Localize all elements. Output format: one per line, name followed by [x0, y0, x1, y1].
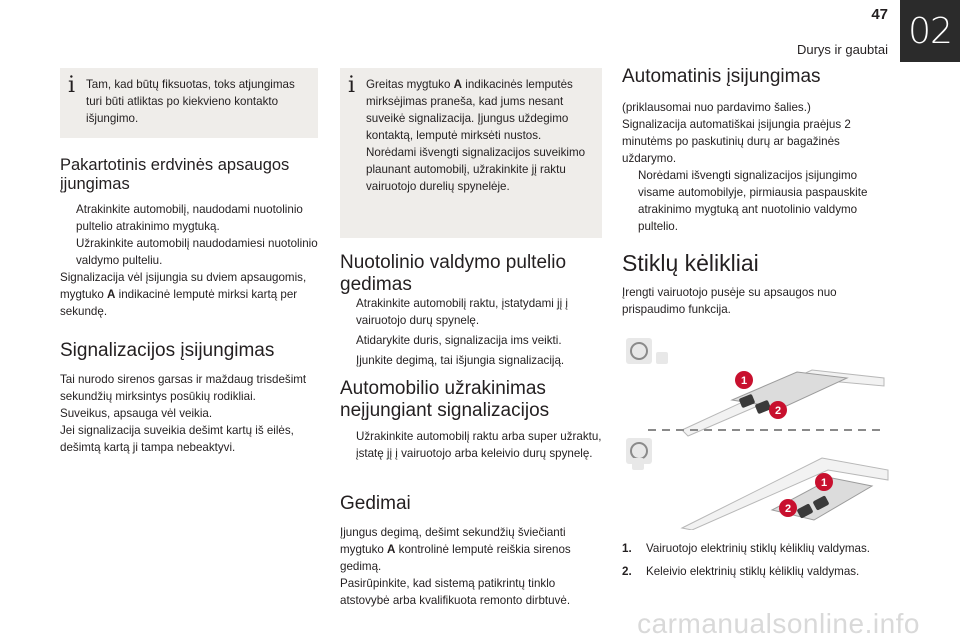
section-title-uzrakinimas: Automobilio užrakinimas neįjungiant signalizacijos: [340, 378, 550, 421]
passenger-door-panel: [626, 438, 888, 530]
chapter-label: Durys ir gaubtai: [796, 42, 888, 57]
numbered-list: [622, 540, 884, 586]
info-icon: i: [68, 73, 76, 98]
section-title-pakartotinis: Pakartotinis erdvinės apsaugos įjungimas: [60, 156, 290, 193]
driver-door-panel: [626, 338, 884, 436]
info-text: Tam, kad būtų fiksuotas, toks atjungimas turi būti atliktas po kiekvieno kontakto išjungimo.: [86, 78, 295, 125]
bullet-item: Atidarykite duris, signalizacija ims veikti.: [356, 334, 562, 347]
callout-1-bottom: [815, 473, 833, 491]
bullet-item: Norėdami išvengti signalizacijos įsijungimo visame automobilyje, pirmiausia paspauskite atrakinimo mygtuką ant nuotolinio valdymo pultelio.: [638, 169, 868, 233]
info-box: [60, 68, 318, 138]
paragraph: Signalizacija automatiškai įsijungia praėjus 2 minutėms po paskutinių durų ar bagažinės uždarymo.: [622, 118, 851, 165]
callout-2-top: [769, 401, 787, 419]
page-number: 47: [871, 6, 888, 23]
svg-text:1: 1: [740, 375, 748, 387]
small-badge: [656, 352, 668, 364]
callout-1-top: [735, 371, 753, 389]
section-title-automatinis: Automatinis įsijungimas: [622, 66, 821, 87]
list-item: 1. Vairuotojo elektrinių stiklų kėliklių valdymas.: [622, 542, 871, 555]
section-title-stiklu-keliklai: Stiklų kėlikliai: [622, 250, 759, 276]
section-body-automatinis: [622, 99, 884, 235]
info-box: [340, 68, 602, 238]
paragraph: Tai nurodo sirenos garsas ir maždaug trisdešimt sekundžių mirksintys posūkių rodikliai.: [60, 373, 307, 403]
section-title-pultelio-gedimas: Nuotolinio valdymo pultelio gedimas: [340, 252, 567, 295]
section-body-uzrakinimas: [340, 428, 602, 462]
paragraph: Įjungus degimą, dešimt sekundžių šviečianti mygtuko A kontrolinė lemputė reiškia sirenos gedimą.: [340, 526, 571, 573]
paragraph: Pasirūpinkite, kad sistemą patikrintų tinklo atstovybė arba kvalifikuota remonto dirbtuvė.: [340, 577, 571, 607]
paragraph: (priklausomai nuo pardavimo šalies.): [622, 101, 811, 114]
bullet-item: Įjunkite degimą, tai išjungia signalizaciją.: [356, 354, 565, 367]
bullet-item: Užrakinkite automobilį naudodamiesi nuotolinio valdymo pulteliu.: [76, 237, 318, 267]
steering-wheel-badge: [626, 338, 652, 364]
bullet-item: Atrakinkite automobilį raktu, įstatydami jį į vairuotojo durų spynelę.: [356, 297, 568, 327]
paragraph: Įrengti vairuotojo pusėje su apsaugos nuo prispaudimo funkcija.: [622, 286, 837, 316]
section-body-stiklu-keliklai: [622, 284, 884, 318]
callout-2-bottom: [779, 499, 797, 517]
watermark-text: carmanualsonline.info: [637, 608, 920, 639]
section-body-gedimai: [340, 524, 602, 609]
svg-text:1: 1: [820, 477, 828, 489]
window-switch-illustration: [622, 330, 892, 530]
chapter-tab: 02: [900, 0, 960, 62]
svg-text:2: 2: [774, 405, 782, 417]
list-item: 2. Keleivio elektrinių stiklų kėliklių valdymas.: [622, 565, 860, 578]
section-title-signalizacijos: Signalizacijos įsijungimas: [60, 340, 275, 361]
info-text: Greitas mygtuko A indikacinės lemputės mirksėjimas praneša, kad jums nesant suveikė signalizacija. Įjungus uždegimo kontaktą, lemputė mirksėti nustos. Norėdami išvengti signalizacijos suveikimo plaunant automobilį, užrakinkite jį raktu vairuotojo durelių spynelėje.: [366, 78, 586, 193]
svg-text:2: 2: [784, 503, 792, 515]
section-body-signalizacijos: [60, 371, 322, 456]
section-title-gedimai: Gedimai: [340, 493, 411, 514]
bullet-item: Atrakinkite automobilį, naudodami nuotolinio pultelio atrakinimo mygtuką.: [76, 203, 303, 233]
info-icon: i: [348, 73, 356, 98]
section-body-pultelio-gedimas: [340, 295, 602, 369]
small-badge: [632, 458, 644, 470]
section-body-pakartotinis: [60, 201, 322, 320]
bullet-item: Užrakinkite automobilį raktu arba super užraktu, įstatę jį į vairuotojo arba keleivio durų spynelę.: [356, 430, 602, 460]
paragraph: Jei signalizacija suveikia dešimt kartų iš eilės, dešimtą kartą ji tampa nebeaktyvi.: [60, 424, 294, 454]
paragraph: Suveikus, apsauga vėl veikia.: [60, 407, 213, 420]
paragraph: Signalizacija vėl įsijungia su dviem apsaugomis, mygtuko A indikacinė lemputė mirksi kartą per sekundę.: [60, 271, 307, 318]
